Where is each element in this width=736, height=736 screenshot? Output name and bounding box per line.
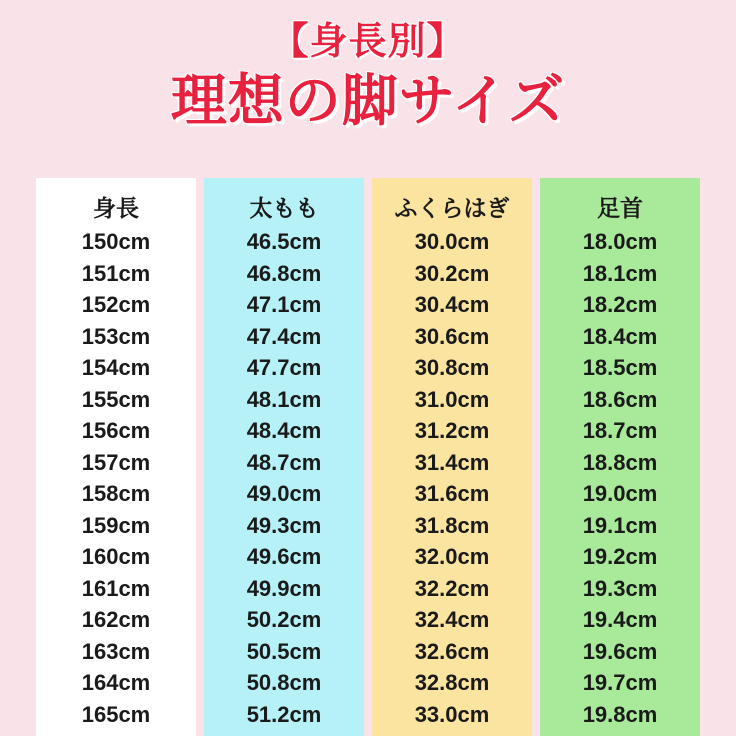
table-column-thigh — [204, 178, 364, 736]
table-cell: 30.8cm — [414, 355, 490, 380]
table-cell: 18.2cm — [582, 292, 658, 317]
table-cell: 19.4cm — [582, 607, 658, 632]
page-title: 理想の脚サイズ — [170, 68, 566, 132]
table-cell: 163cm — [81, 638, 151, 664]
table-cell: 18.6cm — [582, 386, 658, 412]
table-cell: 160cm — [81, 544, 151, 569]
table-cell: 152cm — [81, 292, 151, 317]
table-cell: 46.8cm — [246, 260, 322, 286]
table-cell: 30.0cm — [414, 229, 490, 254]
table-cell: 50.2cm — [246, 607, 322, 632]
table-cell: 30.6cm — [414, 323, 490, 349]
table-cell: 51.2cm — [246, 701, 322, 727]
table-cell: 30.4cm — [414, 292, 490, 317]
table-cell: 49.6cm — [246, 544, 322, 569]
table-cell: 158cm — [81, 481, 151, 506]
table-cell: 19.1cm — [582, 512, 658, 538]
table-cell: 157cm — [81, 449, 151, 475]
table-cell: 32.8cm — [414, 670, 490, 695]
table-cell: 18.1cm — [582, 260, 658, 286]
table-column-ankle — [540, 178, 700, 736]
table-cell: 31.2cm — [414, 418, 490, 443]
table-cell: 49.9cm — [246, 575, 322, 601]
column-header: 太もも — [249, 195, 319, 221]
table-cell: 161cm — [81, 575, 151, 601]
column-header: 身長 — [93, 195, 139, 221]
title-subheading: 【身長別】 — [270, 21, 466, 63]
table-cell: 46.5cm — [246, 229, 322, 254]
table-cell: 19.7cm — [582, 670, 658, 695]
table-cell: 18.0cm — [582, 229, 658, 254]
table-cell: 19.8cm — [582, 701, 658, 727]
column-header: ふくらはぎ — [394, 195, 510, 221]
table-cell: 31.6cm — [414, 481, 490, 506]
table-cell: 19.3cm — [582, 575, 658, 601]
table-cell: 50.8cm — [246, 670, 322, 695]
table-cell: 31.0cm — [414, 386, 490, 412]
measurement-table — [0, 178, 736, 736]
table-cell: 48.1cm — [246, 386, 322, 412]
table-cell: 159cm — [81, 512, 151, 538]
table-cell: 31.8cm — [414, 512, 490, 538]
table-cell: 156cm — [81, 418, 151, 443]
table-cell: 153cm — [81, 323, 151, 349]
table-cell: 164cm — [81, 670, 151, 695]
table-cell: 32.2cm — [414, 575, 490, 601]
table-cell: 48.7cm — [246, 449, 322, 475]
column-header: 足首 — [597, 195, 643, 221]
table-cell: 19.6cm — [582, 638, 658, 664]
table-cell: 19.2cm — [582, 544, 658, 569]
table-cell: 18.7cm — [582, 418, 658, 443]
table-cell: 19.0cm — [582, 481, 658, 506]
table-cell: 18.5cm — [582, 355, 658, 380]
table-cell: 154cm — [81, 355, 151, 380]
table-column-calf — [372, 178, 532, 736]
table-cell: 48.4cm — [246, 418, 322, 443]
table-cell: 18.8cm — [582, 449, 658, 475]
table-cell: 33.0cm — [414, 701, 490, 727]
table-cell: 47.7cm — [246, 355, 322, 380]
table-cell: 150cm — [81, 229, 151, 254]
table-cell: 155cm — [81, 386, 151, 412]
table-cell: 165cm — [81, 701, 151, 727]
table-cell: 32.4cm — [414, 607, 490, 632]
table-column-height — [36, 178, 196, 736]
table-cell: 32.6cm — [414, 638, 490, 664]
header — [0, 0, 736, 133]
table-cell: 47.1cm — [246, 292, 322, 317]
table-cell: 50.5cm — [246, 638, 322, 664]
table-cell: 151cm — [81, 260, 151, 286]
table-cell: 47.4cm — [246, 323, 322, 349]
table-cell: 49.0cm — [246, 481, 322, 506]
table-cell: 162cm — [81, 607, 151, 632]
table-cell: 49.3cm — [246, 512, 322, 538]
table-cell: 30.2cm — [414, 260, 490, 286]
table-cell: 31.4cm — [414, 449, 490, 475]
table-cell: 18.4cm — [582, 323, 658, 349]
table-cell: 32.0cm — [414, 544, 490, 569]
